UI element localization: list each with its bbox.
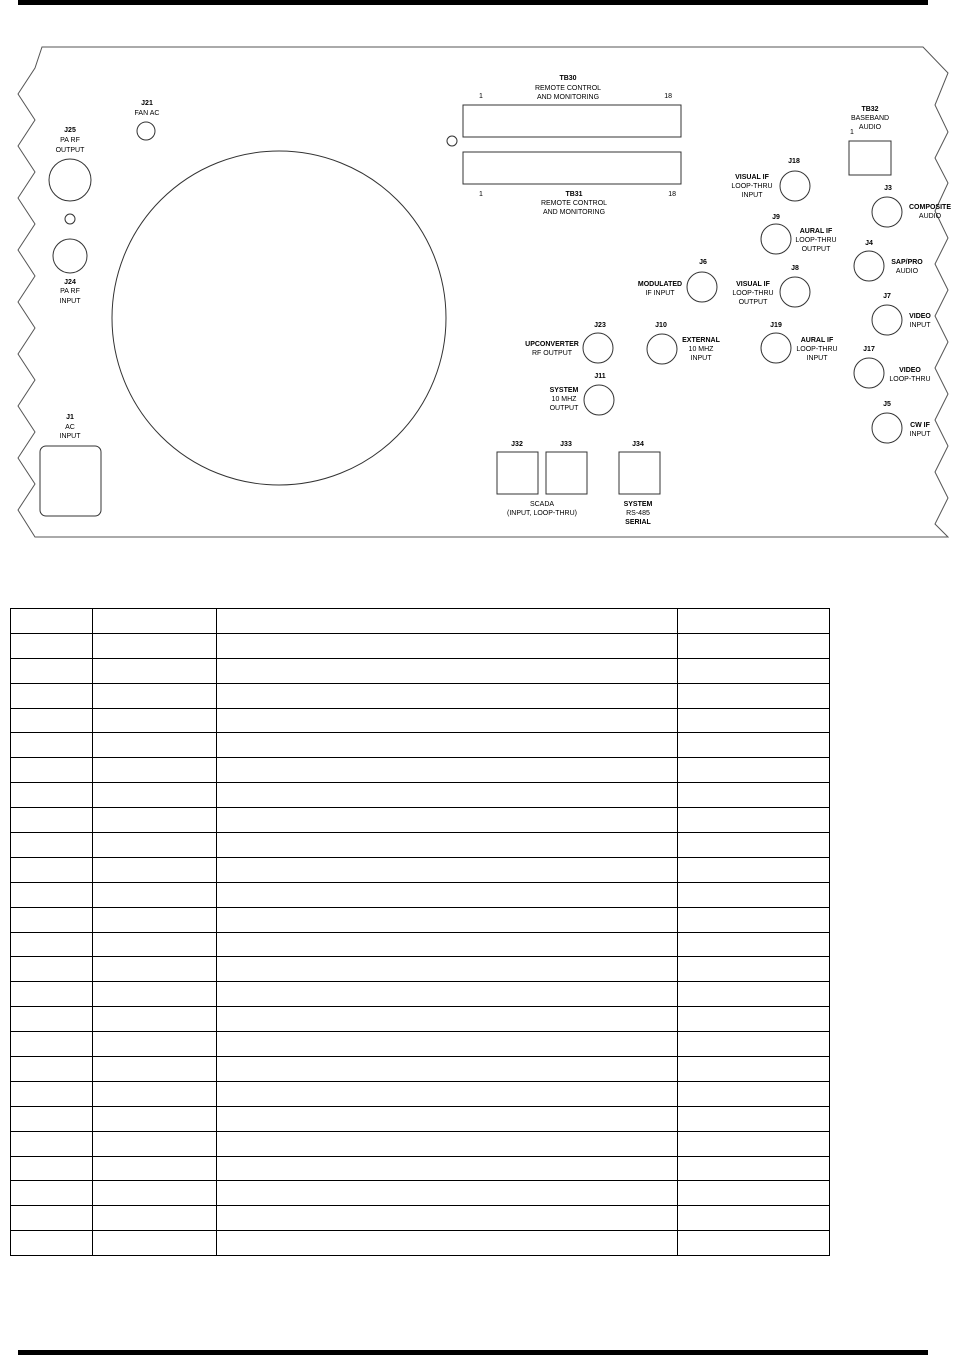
j18-label-2: LOOP-THRU — [731, 183, 773, 190]
j32-rj-socket — [497, 452, 538, 494]
table-row — [11, 882, 830, 907]
table-cell — [93, 1032, 217, 1057]
j7-label-1: VIDEO — [909, 313, 931, 320]
j33-rj-socket — [546, 452, 587, 494]
table-cell — [11, 1181, 93, 1206]
table-cell — [11, 758, 93, 783]
table-row — [11, 683, 830, 708]
j19-label-2: LOOP-THRU — [796, 346, 838, 353]
table-cell — [11, 1032, 93, 1057]
connector-table-body — [11, 609, 830, 1256]
led-hole — [65, 214, 75, 224]
table-cell — [217, 833, 678, 858]
table-row — [11, 783, 830, 808]
table-row — [11, 1181, 830, 1206]
tb31-pin-first: 1 — [479, 191, 483, 198]
j25-connector — [49, 159, 91, 201]
table-cell — [11, 1206, 93, 1231]
table-row — [11, 758, 830, 783]
table-cell — [217, 882, 678, 907]
j11-label-2: 10 MHZ — [551, 396, 577, 403]
table-cell — [11, 1007, 93, 1032]
j1-label-2: INPUT — [59, 433, 81, 440]
tb30-line2: AND MONITORING — [536, 94, 600, 101]
j9-label-2: LOOP-THRU — [795, 237, 837, 244]
tb30-terminal-block — [463, 105, 681, 137]
table-cell — [217, 857, 678, 882]
j25-id: J25 — [64, 127, 76, 134]
table-row — [11, 1032, 830, 1057]
tb31-terminal-block — [463, 152, 681, 184]
j7-label-2: INPUT — [909, 322, 931, 329]
j9-id: J9 — [772, 214, 780, 221]
table-row — [11, 1057, 830, 1082]
table-cell — [93, 1206, 217, 1231]
j19-connector — [761, 333, 791, 363]
table-cell — [677, 882, 829, 907]
j24-label-2: INPUT — [59, 298, 81, 305]
table-cell — [93, 1106, 217, 1131]
table-cell — [217, 609, 678, 634]
table-cell — [93, 1181, 217, 1206]
table-cell — [677, 907, 829, 932]
j9-label-3: OUTPUT — [801, 246, 831, 253]
j17-label-1: VIDEO — [899, 367, 921, 374]
j21-label: FAN AC — [134, 110, 160, 117]
j24-label-1: PA RF — [60, 288, 80, 295]
j34-label-1: SYSTEM — [623, 501, 653, 508]
table-cell — [11, 708, 93, 733]
j4-label-2: AUDIO — [895, 268, 919, 275]
table-cell — [677, 1231, 829, 1256]
table-cell — [11, 1131, 93, 1156]
tb32-terminal-block — [849, 141, 891, 175]
j5-id: J5 — [883, 401, 891, 408]
table-cell — [677, 683, 829, 708]
j18-label-1: VISUAL IF — [735, 174, 769, 181]
j11-id: J11 — [594, 373, 606, 380]
j3-id: J3 — [884, 185, 892, 192]
table-cell — [217, 932, 678, 957]
table-cell — [11, 1156, 93, 1181]
table-cell — [11, 1057, 93, 1082]
j10-label-1: EXTERNAL — [682, 337, 720, 344]
table-row — [11, 733, 830, 758]
table-cell — [217, 733, 678, 758]
table-row — [11, 982, 830, 1007]
connector-table — [10, 608, 830, 1256]
table-cell — [93, 783, 217, 808]
table-cell — [217, 683, 678, 708]
j21-id: J21 — [141, 100, 153, 107]
j23-id: J23 — [594, 322, 606, 329]
table-cell — [217, 658, 678, 683]
tb30-line1: REMOTE CONTROL — [534, 85, 602, 92]
j4-label-1: SAP/PRO — [891, 259, 923, 266]
table-cell — [677, 658, 829, 683]
j5-connector — [872, 413, 902, 443]
table-row — [11, 1106, 830, 1131]
table-cell — [677, 609, 829, 634]
table-row — [11, 658, 830, 683]
table-row — [11, 957, 830, 982]
table-cell — [217, 1007, 678, 1032]
j7-id: J7 — [883, 293, 891, 300]
table-row — [11, 833, 830, 858]
table-cell — [93, 932, 217, 957]
table-cell — [217, 808, 678, 833]
table-cell — [93, 609, 217, 634]
bottom-rule — [18, 1350, 928, 1355]
j4-connector — [854, 251, 884, 281]
table-row — [11, 1206, 830, 1231]
j34-rj-socket — [619, 452, 660, 494]
scada-label-2: (INPUT, LOOP-THRU) — [507, 510, 577, 517]
table-cell — [217, 1032, 678, 1057]
table-cell — [93, 982, 217, 1007]
j10-id: J10 — [655, 322, 667, 329]
table-cell — [93, 1231, 217, 1256]
table-cell — [11, 609, 93, 634]
table-cell — [93, 1081, 217, 1106]
table-row — [11, 857, 830, 882]
table-cell — [677, 758, 829, 783]
table-cell — [677, 932, 829, 957]
table-cell — [217, 633, 678, 658]
table-cell — [677, 633, 829, 658]
table-row — [11, 932, 830, 957]
table-cell — [11, 907, 93, 932]
table-cell — [217, 708, 678, 733]
table-cell — [217, 957, 678, 982]
table-cell — [677, 982, 829, 1007]
table-cell — [677, 857, 829, 882]
table-row — [11, 1007, 830, 1032]
j8-connector — [780, 277, 810, 307]
scada-label-1: SCADA — [529, 501, 555, 508]
fan-circle — [112, 151, 446, 485]
j11-label-1: SYSTEM — [549, 387, 579, 394]
tb31-id: TB31 — [565, 191, 583, 198]
tb32-pin-first: 1 — [850, 129, 854, 136]
j3-connector — [872, 197, 902, 227]
j18-label-3: INPUT — [741, 192, 763, 199]
table-cell — [677, 733, 829, 758]
table-cell — [93, 658, 217, 683]
table-row — [11, 609, 830, 634]
table-cell — [93, 733, 217, 758]
table-cell — [217, 907, 678, 932]
j18-connector — [780, 171, 810, 201]
table-cell — [677, 1106, 829, 1131]
table-cell — [93, 1156, 217, 1181]
table-row — [11, 1156, 830, 1181]
j8-label-1: VISUAL IF — [736, 281, 770, 288]
table-cell — [217, 1131, 678, 1156]
table-cell — [677, 1131, 829, 1156]
table-cell — [217, 1156, 678, 1181]
j19-label-1: AURAL IF — [800, 337, 834, 344]
table-cell — [677, 957, 829, 982]
j11-label-3: OUTPUT — [549, 405, 579, 412]
j10-label-2: 10 MHZ — [688, 346, 714, 353]
j34-label-2: RS-485 — [626, 510, 650, 517]
tb32-line1: BASEBAND — [850, 115, 890, 122]
table-cell — [93, 683, 217, 708]
table-cell — [677, 1007, 829, 1032]
j5-label-2: INPUT — [909, 431, 931, 438]
j34-id: J34 — [632, 441, 644, 448]
table-cell — [93, 1057, 217, 1082]
table-cell — [677, 833, 829, 858]
table-cell — [11, 808, 93, 833]
j5-label-1: CW IF — [910, 422, 930, 429]
table-cell — [93, 708, 217, 733]
j10-label-3: INPUT — [690, 355, 712, 362]
tb30-pin-last: 18 — [664, 93, 672, 100]
table-cell — [11, 833, 93, 858]
j3-label-1: COMPOSITE — [908, 204, 952, 211]
table-cell — [677, 1156, 829, 1181]
table-cell — [217, 1206, 678, 1231]
j24-id: J24 — [64, 279, 76, 286]
table-cell — [217, 1081, 678, 1106]
table-cell — [677, 1057, 829, 1082]
table-cell — [217, 783, 678, 808]
j32-id: J32 — [511, 441, 523, 448]
table-cell — [93, 758, 217, 783]
tb32-line2: AUDIO — [858, 124, 882, 131]
j1-label-1: AC — [65, 424, 75, 431]
j19-id: J19 — [770, 322, 782, 329]
table-row — [11, 1231, 830, 1256]
j23-connector — [583, 333, 613, 363]
tb31-line2: AND MONITORING — [542, 209, 606, 216]
mount-hole — [447, 136, 457, 146]
table-cell — [11, 957, 93, 982]
table-row — [11, 808, 830, 833]
j17-id: J17 — [863, 346, 875, 353]
table-cell — [93, 633, 217, 658]
table-row — [11, 1081, 830, 1106]
table-cell — [217, 758, 678, 783]
j8-label-2: LOOP-THRU — [732, 290, 774, 297]
tb30-id: TB30 — [559, 75, 577, 82]
table-cell — [677, 783, 829, 808]
table-cell — [11, 882, 93, 907]
table-cell — [217, 1181, 678, 1206]
tb32-id: TB32 — [861, 106, 879, 113]
table-cell — [677, 808, 829, 833]
table-cell — [217, 1231, 678, 1256]
table-cell — [11, 982, 93, 1007]
j19-label-3: INPUT — [806, 355, 828, 362]
table-cell — [217, 982, 678, 1007]
j1-id: J1 — [66, 414, 74, 421]
j23-label-1: UPCONVERTER — [525, 341, 579, 348]
j18-id: J18 — [788, 158, 800, 165]
j11-connector — [584, 385, 614, 415]
j33-id: J33 — [560, 441, 572, 448]
table-cell — [93, 957, 217, 982]
j17-connector — [854, 358, 884, 388]
j9-connector — [761, 224, 791, 254]
table-cell — [11, 733, 93, 758]
table-cell — [11, 783, 93, 808]
table-cell — [11, 1231, 93, 1256]
table-cell — [93, 1131, 217, 1156]
tb31-line1: REMOTE CONTROL — [540, 200, 608, 207]
j6-label-2: IF INPUT — [645, 290, 675, 297]
j25-label-1: PA RF — [60, 137, 80, 144]
table-cell — [677, 1181, 829, 1206]
j17-label-2: LOOP-THRU — [889, 376, 931, 383]
j6-id: J6 — [699, 259, 707, 266]
j23-label-2: RF OUTPUT — [531, 350, 573, 357]
j9-label-1: AURAL IF — [799, 228, 833, 235]
table-cell — [11, 633, 93, 658]
j34-label-3: SERIAL — [625, 519, 651, 526]
table-cell — [11, 932, 93, 957]
table-cell — [93, 1007, 217, 1032]
j6-label-1: MODULATED — [637, 281, 683, 288]
table-cell — [11, 857, 93, 882]
j3-label-2: AUDIO — [918, 213, 942, 220]
j21-connector — [137, 122, 155, 140]
table-cell — [93, 833, 217, 858]
j24-connector — [53, 239, 87, 273]
table-row — [11, 708, 830, 733]
j1-ac-socket — [40, 446, 101, 516]
table-cell — [11, 658, 93, 683]
table-cell — [93, 907, 217, 932]
j8-id: J8 — [791, 265, 799, 272]
j10-connector — [647, 334, 677, 364]
table-cell — [677, 1206, 829, 1231]
table-row — [11, 907, 830, 932]
table-row — [11, 633, 830, 658]
rear-panel-diagram — [0, 0, 971, 560]
j7-connector — [872, 305, 902, 335]
tb31-pin-last: 18 — [668, 191, 676, 198]
table-cell — [677, 708, 829, 733]
j4-id: J4 — [865, 240, 873, 247]
table-cell — [11, 1106, 93, 1131]
table-cell — [11, 1081, 93, 1106]
table-row — [11, 1131, 830, 1156]
table-cell — [217, 1106, 678, 1131]
table-cell — [11, 683, 93, 708]
table-cell — [93, 857, 217, 882]
j8-label-3: OUTPUT — [738, 299, 768, 306]
table-cell — [677, 1032, 829, 1057]
table-cell — [677, 1081, 829, 1106]
j25-label-2: OUTPUT — [55, 147, 85, 154]
table-cell — [93, 808, 217, 833]
table-cell — [93, 882, 217, 907]
table-cell — [217, 1057, 678, 1082]
j6-connector — [687, 272, 717, 302]
tb30-pin-first: 1 — [479, 93, 483, 100]
